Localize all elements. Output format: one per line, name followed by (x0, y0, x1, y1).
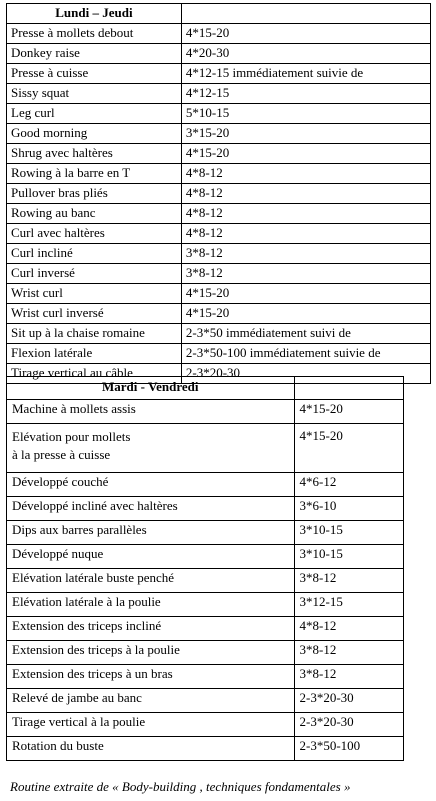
sets-reps-cell: 2-3*50-100 (294, 737, 403, 761)
sets-reps-cell: 4*15-20 (181, 24, 430, 44)
exercise-cell: Shrug avec haltères (7, 144, 182, 164)
sets-reps-cell: 3*15-20 (181, 124, 430, 144)
exercise-cell: Rowing au banc (7, 204, 182, 224)
table-row (7, 84, 431, 104)
exercise-cell: Rotation du buste (7, 737, 295, 761)
exercise-cell: Leg curl (7, 104, 182, 124)
table-row (7, 737, 404, 761)
exercise-cell: Wrist curl (7, 284, 182, 304)
table-row (7, 400, 404, 424)
sets-reps-cell: 4*15-20 (294, 400, 403, 424)
sets-reps-cell: 4*12-15 (181, 84, 430, 104)
table-row (7, 44, 431, 64)
table-row (7, 324, 431, 344)
table-row (7, 184, 431, 204)
table-row (7, 24, 431, 44)
sets-reps-cell: 3*10-15 (294, 545, 403, 569)
sets-reps-cell: 5*10-15 (181, 104, 430, 124)
sets-reps-cell: 3*8-12 (181, 244, 430, 264)
sets-reps-cell: 2-3*50 immédiatement suivi de (181, 324, 430, 344)
exercise-cell: Relevé de jambe au banc (7, 689, 295, 713)
exercise-cell: Tirage vertical au câble (7, 364, 182, 384)
table-row (7, 144, 431, 164)
sets-reps-cell: 4*15-20 (181, 284, 430, 304)
sets-reps-cell: 4*8-12 (294, 617, 403, 641)
table-row (7, 497, 404, 521)
sets-reps-cell: 4*15-20 (294, 424, 403, 473)
table-row (7, 284, 431, 304)
exercise-cell: Curl inversé (7, 264, 182, 284)
table-row (7, 713, 404, 737)
table-header-row (7, 4, 431, 24)
exercise-cell: Flexion latérale (7, 344, 182, 364)
sets-reps-cell: 4*15-20 (181, 144, 430, 164)
sets-reps-cell: 2-3*50-100 immédiatement suivie de (181, 344, 430, 364)
exercise-cell: Rowing à la barre en T (7, 164, 182, 184)
table-row (7, 617, 404, 641)
exercise-cell: Presse à cuisse (7, 64, 182, 84)
exercise-cell: Extension des triceps à la poulie (7, 641, 295, 665)
sets-reps-cell: 3*6-10 (294, 497, 403, 521)
mardi-vendredi-table (6, 376, 404, 761)
exercise-cell: Donkey raise (7, 44, 182, 64)
sets-reps-cell: 4*8-12 (181, 184, 430, 204)
sets-reps-cell: 4*8-12 (181, 224, 430, 244)
table-row (7, 344, 431, 364)
sets-reps-cell: 4*12-15 immédiatement suivie de (181, 64, 430, 84)
exercise-cell: Tirage vertical à la poulie (7, 713, 295, 737)
exercise-cell: Développé couché (7, 473, 295, 497)
table-header-empty (294, 377, 403, 400)
exercise-line: à la presse à cuisse (12, 447, 111, 462)
exercise-cell: Dips aux barres parallèles (7, 521, 295, 545)
table-header-empty (181, 4, 430, 24)
exercise-cell: Sit up à la chaise romaine (7, 324, 182, 344)
table-row (7, 521, 404, 545)
table-row (7, 641, 404, 665)
sets-reps-cell: 4*20-30 (181, 44, 430, 64)
table-row (7, 569, 404, 593)
sets-reps-cell: 3*8-12 (181, 264, 430, 284)
exercise-cell: Développé incliné avec haltères (7, 497, 295, 521)
table-row (7, 224, 431, 244)
exercise-cell (7, 424, 295, 473)
exercise-line: Elévation pour mollets (12, 429, 131, 444)
sets-reps-cell: 4*8-12 (181, 164, 430, 184)
table-row (7, 304, 431, 324)
sets-reps-cell: 3*8-12 (294, 569, 403, 593)
table-row (7, 424, 404, 473)
table-row (7, 665, 404, 689)
exercise-cell: Elévation latérale buste penché (7, 569, 295, 593)
exercise-cell: Curl avec haltères (7, 224, 182, 244)
exercise-cell: Extension des triceps incliné (7, 617, 295, 641)
exercise-cell: Développé nuque (7, 545, 295, 569)
table-row (7, 164, 431, 184)
exercise-cell: Elévation latérale à la poulie (7, 593, 295, 617)
exercise-cell: Curl incliné (7, 244, 182, 264)
sets-reps-cell: 3*10-15 (294, 521, 403, 545)
exercise-cell: Presse à mollets debout (7, 24, 182, 44)
table-row (7, 593, 404, 617)
table-header-day: Mardi - Vendredi (7, 377, 295, 400)
exercise-cell: Pullover bras pliés (7, 184, 182, 204)
table-row (7, 64, 431, 84)
sets-reps-cell: 3*12-15 (294, 593, 403, 617)
sets-reps-cell: 2-3*20-30 (181, 364, 430, 384)
table-row (7, 264, 431, 284)
table-row (7, 689, 404, 713)
sets-reps-cell: 4*8-12 (181, 204, 430, 224)
table-header-day: Lundi – Jeudi (7, 4, 182, 24)
exercise-cell: Wrist curl inversé (7, 304, 182, 324)
table-row (7, 545, 404, 569)
table-row (7, 204, 431, 224)
table-row (7, 124, 431, 144)
table-row (7, 244, 431, 264)
sets-reps-cell: 3*8-12 (294, 641, 403, 665)
sets-reps-cell: 2-3*20-30 (294, 713, 403, 737)
sets-reps-cell: 4*15-20 (181, 304, 430, 324)
source-caption: Routine extraite de « Body-building , techniques fondamentales » (10, 779, 351, 794)
table-row (7, 473, 404, 497)
exercise-cell: Extension des triceps à un bras (7, 665, 295, 689)
lundi-jeudi-table (6, 3, 431, 384)
sets-reps-cell: 2-3*20-30 (294, 689, 403, 713)
sets-reps-cell: 3*8-12 (294, 665, 403, 689)
exercise-cell: Good morning (7, 124, 182, 144)
table-row (7, 104, 431, 124)
exercise-cell: Machine à mollets assis (7, 400, 295, 424)
exercise-cell: Sissy squat (7, 84, 182, 104)
table-header-row (7, 377, 404, 400)
sets-reps-cell: 4*6-12 (294, 473, 403, 497)
